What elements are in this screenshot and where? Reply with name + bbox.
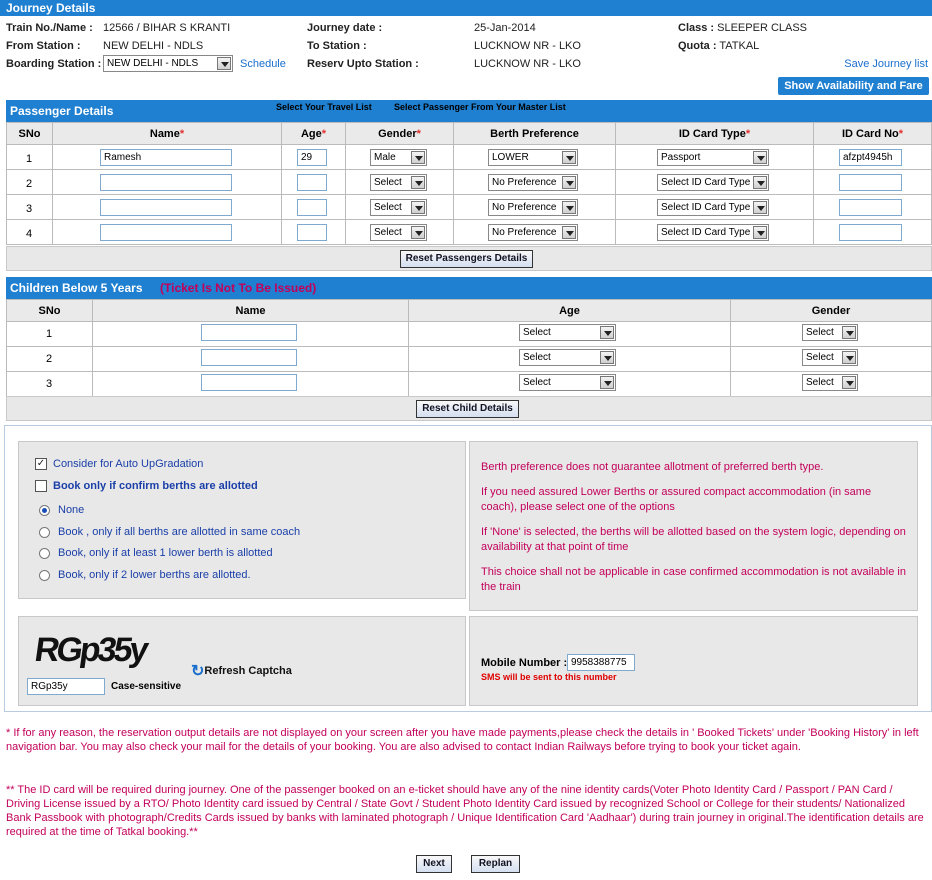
gender-value: Select [374, 227, 402, 238]
reset-passengers-button[interactable]: Reset Passengers Details [400, 250, 533, 268]
boarding-station-value: NEW DELHI - NDLS [107, 58, 199, 69]
child-col-gender: Gender [731, 300, 932, 322]
upgrade-options-box [18, 441, 466, 599]
passenger-sno: 3 [26, 203, 33, 215]
class-field [678, 22, 807, 34]
chevron-down-icon [411, 151, 425, 164]
captcha-image: RGp35y [32, 631, 149, 669]
col-gender-label: Gender [378, 127, 417, 140]
table-row [7, 372, 932, 397]
info-line-3: If 'None' is selected, the berths will be allotted based on the system logic, depending on availability at that point of time [481, 526, 906, 553]
auto-upgrade-label: Consider for Auto UpGradation [53, 458, 204, 470]
radio-same-coach[interactable] [39, 526, 300, 538]
captcha-box [18, 616, 466, 706]
radio-label: None [58, 504, 85, 516]
chevron-down-icon [562, 176, 576, 189]
mobile-box [469, 616, 918, 706]
chevron-down-icon [411, 226, 425, 239]
child-col-name: Name [93, 300, 409, 322]
train-label: Train No./Name : [6, 22, 93, 34]
chevron-down-icon [753, 151, 767, 164]
select-travel-list-link[interactable]: Select Your Travel List [276, 102, 372, 112]
quota-field [678, 40, 759, 52]
child-age-select[interactable] [519, 374, 616, 391]
confirm-only-checkbox[interactable] [35, 480, 47, 492]
child-age-select[interactable] [519, 349, 616, 366]
required-mark: * [898, 127, 904, 140]
berth-value: No Preference [492, 177, 557, 188]
child-col-age: Age [409, 300, 731, 322]
quota-label: Quota : [678, 40, 717, 52]
gender-value: Male [374, 152, 396, 163]
to-station-label: To Station : [307, 40, 367, 52]
required-mark: * [179, 127, 185, 140]
col-name [53, 123, 282, 145]
boarding-label: Boarding Station : [6, 58, 102, 70]
col-idno [814, 123, 932, 145]
idtype-value: Select ID Card Type [661, 177, 751, 188]
refresh-icon: ↻ [191, 663, 205, 680]
chevron-down-icon [842, 351, 856, 364]
chevron-down-icon [753, 226, 767, 239]
child-gender-select[interactable] [802, 324, 858, 341]
save-journey-link[interactable]: Save Journey list [844, 58, 928, 70]
gender-value: Select [374, 177, 402, 188]
train-value: 12566 / BIHAR S KRANTI [103, 22, 231, 34]
chevron-down-icon [562, 201, 576, 214]
chevron-down-icon [753, 201, 767, 214]
idtype-value: Select ID Card Type [661, 227, 751, 238]
confirm-only-label: Book only if confirm berths are allotted [53, 480, 258, 492]
chevron-down-icon [411, 176, 425, 189]
passenger-age-input[interactable] [297, 174, 327, 191]
radio-button[interactable] [39, 527, 50, 538]
auto-upgrade-option[interactable] [35, 458, 203, 470]
child-col-sno: SNo [7, 300, 93, 322]
child-name-input[interactable] [201, 349, 297, 366]
child-sno: 1 [46, 328, 53, 340]
reserv-value: LUCKNOW NR - LKO [474, 58, 581, 70]
passenger-name-input[interactable] [100, 199, 232, 216]
info-line-1: Berth preference does not guarantee allotment of preferred berth type. [481, 461, 824, 473]
passenger-table-header [7, 123, 932, 145]
chevron-down-icon [562, 151, 576, 164]
children-title: Children Below 5 Years [10, 281, 143, 295]
berth-value: No Preference [492, 227, 557, 238]
mobile-input[interactable]: 9958388775 [567, 654, 635, 671]
children-table-header [7, 300, 932, 322]
refresh-captcha-label: Refresh Captcha [204, 664, 292, 677]
child-sno: 2 [46, 353, 53, 365]
passenger-age-input[interactable] [297, 199, 327, 216]
child-gender-value: Select [806, 352, 834, 363]
show-availability-button[interactable]: Show Availability and Fare [778, 77, 929, 95]
gender-value: Select [374, 202, 402, 213]
child-name-input[interactable] [201, 374, 297, 391]
chevron-down-icon [842, 326, 856, 339]
col-age [282, 123, 346, 145]
chevron-down-icon [600, 376, 614, 389]
chevron-down-icon [411, 201, 425, 214]
id-card-note: ** The ID card will be required during journey. One of the passenger booked on an e-ticket should have any of the nine identity cards(Voter Photo Identity Card / Passport / PAN Card / Driving License issued by a RTO/ Photo Identity card issued by Central / State Govt / Student Photo Identity Card issued by recognized School or College for their students/ Nationalized Bank Passbook with photograph/Credits Cards issued by banks with laminated photograph / Unique Identification Card 'Aadhaar') during train journey in original.The identification details are required at the time of Tatkal booking.** [6, 784, 924, 838]
to-station-value: LUCKNOW NR - LKO [474, 40, 581, 52]
berth-info-box [469, 441, 918, 611]
class-label: Class : [678, 22, 715, 34]
passenger-idno-input[interactable]: afzpt4945h [839, 149, 902, 166]
col-sno: SNo [7, 123, 53, 145]
passenger-gender-select[interactable] [370, 174, 427, 191]
passenger-sno: 4 [26, 228, 33, 240]
mobile-label: Mobile Number : [481, 657, 568, 669]
passenger-berth-select[interactable] [488, 199, 578, 216]
passenger-name-input[interactable] [100, 224, 232, 241]
passenger-idtype-select[interactable] [657, 174, 769, 191]
reserv-label: Reserv Upto Station : [307, 58, 419, 70]
required-mark: * [321, 127, 327, 140]
sms-note: SMS will be sent to this number [481, 672, 617, 682]
col-berth: Berth Preference [454, 123, 616, 145]
chevron-down-icon [842, 376, 856, 389]
table-row [7, 347, 932, 372]
schedule-link[interactable]: Schedule [240, 58, 286, 70]
refresh-captcha-link[interactable] [191, 661, 292, 681]
next-button[interactable]: Next [416, 855, 452, 873]
radio-button[interactable] [39, 548, 50, 559]
quota-value: TATKAL [719, 40, 760, 52]
col-idtype [616, 123, 814, 145]
passenger-sno: 1 [26, 153, 33, 165]
passenger-berth-select[interactable] [488, 174, 578, 191]
col-idtype-label: ID Card Type [678, 127, 746, 140]
from-label: From Station : [6, 40, 81, 52]
booking-note: * If for any reason, the reservation output details are not displayed on your screen after you have made payments,please check the details in ' Booked Tickets' under 'Booking History' in left navigation bar. You may also check your mail for the details of your booking. You are also advised to contact Indian Railways before trying to book your ticket again. [6, 727, 919, 753]
passenger-idno-input[interactable] [839, 174, 902, 191]
child-gender-select[interactable] [802, 374, 858, 391]
required-mark: * [416, 127, 421, 140]
passenger-idno-input[interactable] [839, 199, 902, 216]
passenger-idtype-select[interactable] [657, 224, 769, 241]
child-age-value: Select [523, 377, 551, 388]
chevron-down-icon [217, 57, 231, 70]
passenger-name-input[interactable] [100, 174, 232, 191]
class-value: SLEEPER CLASS [717, 22, 808, 34]
passenger-details-title: Passenger Details [10, 104, 114, 118]
passenger-age-input[interactable]: 29 [297, 149, 327, 166]
passenger-idtype-select[interactable] [657, 199, 769, 216]
auto-upgrade-checkbox[interactable]: ✓ [36, 458, 46, 470]
idtype-value: Passport [661, 152, 701, 163]
from-value: NEW DELHI - NDLS [103, 40, 204, 52]
radio-two-lower[interactable] [39, 569, 251, 581]
col-gender [346, 123, 454, 145]
radio-none[interactable] [39, 504, 84, 516]
idtype-value: Select ID Card Type [661, 202, 751, 213]
radio-label: Book, only if 2 lower berths are allotted. [58, 569, 251, 581]
children-header [6, 277, 932, 299]
col-age-label: Age [300, 127, 322, 140]
radio-button[interactable] [39, 570, 50, 581]
journey-details-header: Journey Details [0, 0, 932, 16]
child-age-value: Select [523, 352, 551, 363]
child-gender-value: Select [806, 377, 834, 388]
passenger-name-input[interactable]: Ramesh [100, 149, 232, 166]
passenger-details-header [6, 100, 932, 122]
child-age-select[interactable] [519, 324, 616, 341]
chevron-down-icon [753, 176, 767, 189]
child-sno: 3 [46, 378, 53, 390]
confirm-only-option[interactable] [35, 480, 258, 492]
radio-label: Book, only if at least 1 lower berth is allotted [58, 547, 273, 559]
chevron-down-icon [600, 351, 614, 364]
captcha-input[interactable]: RGp35y [27, 678, 105, 695]
child-name-input[interactable] [201, 324, 297, 341]
radio-one-lower[interactable] [39, 547, 273, 559]
journey-date-value: 25-Jan-2014 [474, 22, 536, 34]
info-line-2: If you need assured Lower Berths or assured compact accommodation (in same coach), please select one of the options [481, 486, 872, 513]
chevron-down-icon [562, 226, 576, 239]
child-gender-select[interactable] [802, 349, 858, 366]
info-line-4: This choice shall not be applicable in case confirmed accommodation is not available in the train [481, 566, 906, 593]
chevron-down-icon [600, 326, 614, 339]
children-table [6, 299, 932, 397]
passenger-berth-select[interactable] [488, 224, 578, 241]
table-row [7, 322, 932, 347]
passenger-sno: 2 [26, 178, 33, 190]
passenger-gender-select[interactable] [370, 199, 427, 216]
radio-label: Book , only if all berths are allotted in same coach [58, 526, 301, 538]
boarding-station-select[interactable] [103, 55, 233, 72]
col-name-label: Name [149, 127, 180, 140]
col-idno-label: ID Card No [841, 127, 899, 140]
child-age-value: Select [523, 327, 551, 338]
passenger-idno-input[interactable] [839, 224, 902, 241]
case-sensitive-label: Case-sensitive [111, 681, 182, 692]
berth-value: No Preference [492, 202, 557, 213]
radio-button[interactable] [39, 505, 50, 516]
passenger-gender-select[interactable] [370, 149, 427, 166]
passenger-berth-select[interactable] [488, 149, 578, 166]
reset-child-button[interactable]: Reset Child Details [416, 400, 519, 418]
children-warning: (Ticket Is Not To Be Issued) [160, 281, 317, 295]
berth-value: LOWER [492, 152, 529, 163]
passenger-idtype-select[interactable] [657, 149, 769, 166]
select-master-list-link[interactable]: Select Passenger From Your Master List [394, 102, 566, 112]
journey-date-label: Journey date : [307, 22, 383, 34]
required-mark: * [745, 127, 751, 140]
replan-button[interactable]: Replan [471, 855, 520, 873]
passenger-age-input[interactable] [297, 224, 327, 241]
passenger-gender-select[interactable] [370, 224, 427, 241]
child-gender-value: Select [806, 327, 834, 338]
